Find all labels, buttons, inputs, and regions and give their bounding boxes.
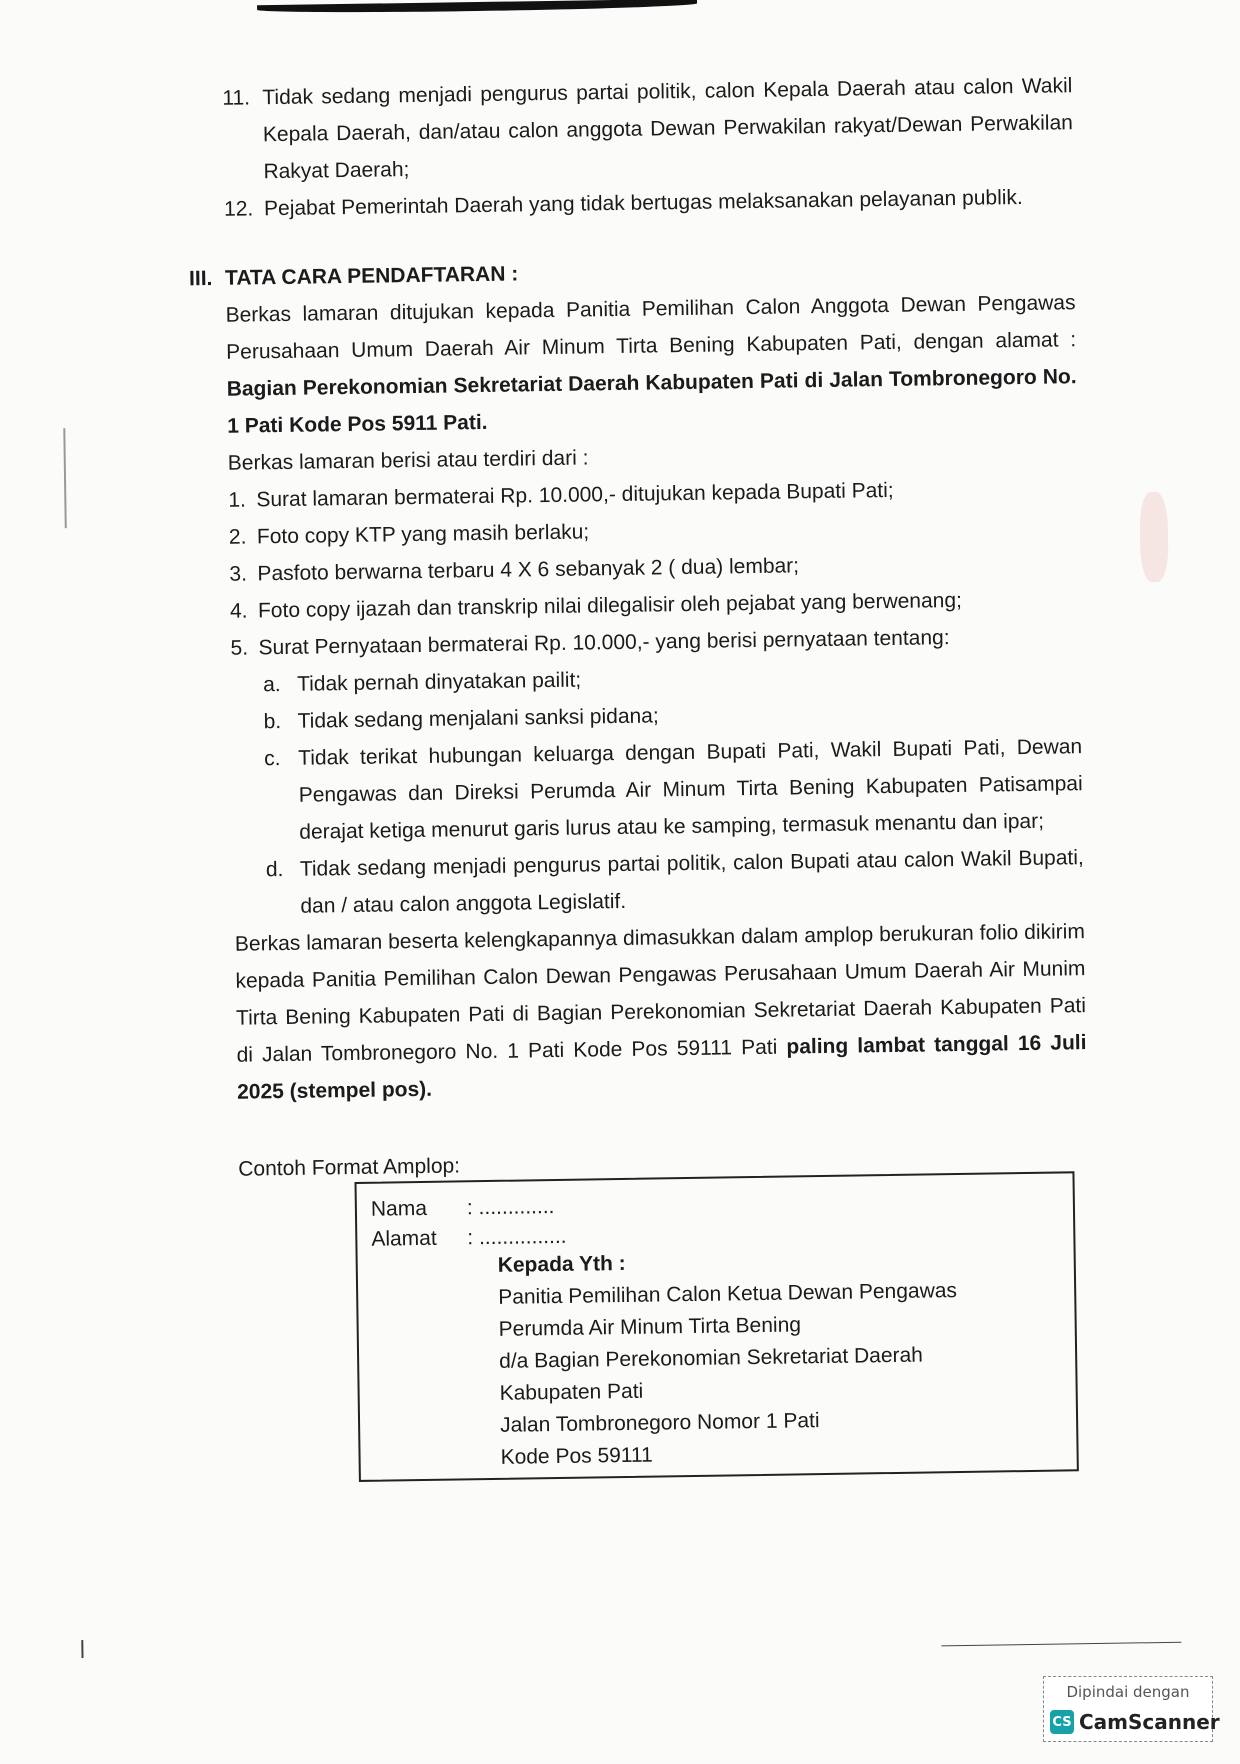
sub-list-text: Tidak sedang menjadi pengurus partai politik, calon Bupati atau calon Wakil Bupati, dan / atau calon anggota Legislatif. bbox=[299, 846, 1084, 918]
document-body bbox=[188, 67, 1087, 1110]
intro-text: Berkas lamaran ditujukan kepada Panitia Pemilihan Calon Anggota Dewan Pengawas Perusahaan Umum Daerah Air Minum Tirta Bening Kabupaten Pati, dengan alamat : bbox=[225, 291, 1077, 364]
sub-list-text: Tidak pernah dinyatakan pailit; bbox=[296, 668, 582, 696]
address-line: Kode Pos 59111 bbox=[500, 1443, 653, 1469]
sub-list-letter: c. bbox=[264, 747, 281, 771]
list-number: 4. bbox=[229, 599, 248, 623]
recipient-address bbox=[498, 1243, 960, 1474]
list-text: Pasfoto berwarna terbaru 4 X 6 sebanyak 2 ( dua) lembar; bbox=[257, 554, 800, 586]
address-line: Jalan Tombronegoro Nomor 1 Pati bbox=[499, 1409, 820, 1437]
closing-paragraph bbox=[235, 913, 1088, 1111]
list-number: 1. bbox=[228, 488, 247, 512]
envelope-sample-box bbox=[354, 1171, 1078, 1482]
envelope-nama-row bbox=[371, 1195, 555, 1222]
margin-mark bbox=[81, 1640, 83, 1658]
alamat-label: Alamat bbox=[371, 1226, 437, 1251]
address-line: d/a Bagian Perekonomian Sekretariat Daerah bbox=[499, 1343, 924, 1373]
list-text: Surat Pernyataan bermaterai Rp. 10.000,- yang berisi pernyataan tentang: bbox=[258, 626, 950, 660]
address-line: Perumda Air Minum Tirta Bening bbox=[498, 1313, 802, 1341]
section-title: TATA CARA PENDAFTARAN : bbox=[224, 262, 519, 290]
section-3 bbox=[188, 247, 1088, 1111]
alamat-value: : ............... bbox=[467, 1224, 567, 1250]
address-line: Kabupaten Pati bbox=[499, 1379, 644, 1405]
berkas-intro: Berkas lamaran berisi atau terdiri dari : bbox=[227, 446, 589, 475]
paper-stain bbox=[1139, 492, 1168, 582]
intro-address: Bagian Perekonomian Sekretariat Daerah Kabupaten Pati di Jalan Tombronegoro No. 1 Pati Kode Pos 5911 Pati. bbox=[226, 365, 1077, 438]
sub-list-text: Tidak sedang menjalani sanksi pidana; bbox=[297, 704, 659, 733]
nama-value: : ............. bbox=[466, 1195, 555, 1220]
envelope-alamat-row bbox=[371, 1225, 567, 1252]
camscanner-logo bbox=[1050, 1710, 1220, 1734]
sub-list-text: Tidak terikat hubungan keluarga dengan Bupati Pati, Wakil Bupati Pati, Dewan Pengawas dan Direksi Perumda Air Minum Tirta Bening Kabupaten Patisampai derajat ketiga menurut garis lurus atau ke samping, termasuk menantu dan ipar; bbox=[298, 735, 1083, 844]
list-number: 5. bbox=[230, 636, 249, 660]
camscanner-brand: CamScanner bbox=[1079, 1710, 1220, 1734]
section-number: III. bbox=[188, 266, 213, 291]
camscanner-watermark bbox=[1043, 1676, 1220, 1742]
sub-list-letter: a. bbox=[262, 673, 281, 697]
footer-rule bbox=[941, 1642, 1181, 1647]
margin-mark bbox=[63, 428, 66, 528]
list-number: 3. bbox=[229, 562, 248, 586]
deadline-text: paling lambat tanggal 16 Juli 2025 (stempel pos). bbox=[236, 1031, 1087, 1104]
envelope-format-label: Contoh Format Amplop: bbox=[238, 1154, 461, 1181]
list-item bbox=[222, 67, 1074, 191]
list-number: 2. bbox=[228, 525, 247, 549]
sub-list-item bbox=[234, 839, 1085, 926]
sub-list-letter: d. bbox=[265, 857, 284, 882]
list-text: Tidak sedang menjadi pengurus partai politik, calon Kepala Daerah atau calon Wakil Kepala Daerah, dan/atau calon anggota Dewan Perwakilan rakyat/Dewan Perwakilan Rakyat Daerah; bbox=[262, 74, 1074, 184]
scan-edge-shadow bbox=[257, 0, 697, 14]
list-text: Foto copy ijazah dan transkrip nilai dilegalisir oleh pejabat yang berwenang; bbox=[257, 588, 963, 623]
nama-label: Nama bbox=[370, 1196, 428, 1221]
sub-list-letter: b. bbox=[263, 710, 282, 734]
list-number: 12. bbox=[223, 197, 254, 221]
list-text: Pejabat Pemerintah Daerah yang tidak bertugas melaksanakan pelayanan publik. bbox=[263, 185, 1023, 221]
section-intro bbox=[225, 284, 1077, 445]
list-text: Foto copy KTP yang masih berlaku; bbox=[256, 520, 590, 549]
camscanner-icon: CS bbox=[1050, 1710, 1074, 1734]
scan-caption: Dipindai dengan bbox=[1066, 1683, 1190, 1701]
sub-list-item bbox=[232, 728, 1084, 852]
closing-text: Berkas lamaran beserta kelengkapannya dimasukkan dalam amplop berukuran folio dikirim kepada Panitia Pemilihan Calon Dewan Pengawas Perusahaan Umum Daerah Air Munim Tirta Bening Kabupaten Pati di Bagian Perekonomian Sekretariat Daerah Kabupaten Pati di Jalan Tombronegoro No. 1 Pati Kode Pos 59111 Pati bbox=[234, 920, 1087, 1067]
recipient-heading: Kepada Yth : bbox=[497, 1251, 626, 1277]
list-text: Surat lamaran bermaterai Rp. 10.000,- ditujukan kepada Bupati Pati; bbox=[256, 478, 894, 512]
address-line: Panitia Pemilihan Calon Ketua Dewan Pengawas bbox=[498, 1279, 958, 1309]
list-number: 11. bbox=[222, 86, 251, 110]
